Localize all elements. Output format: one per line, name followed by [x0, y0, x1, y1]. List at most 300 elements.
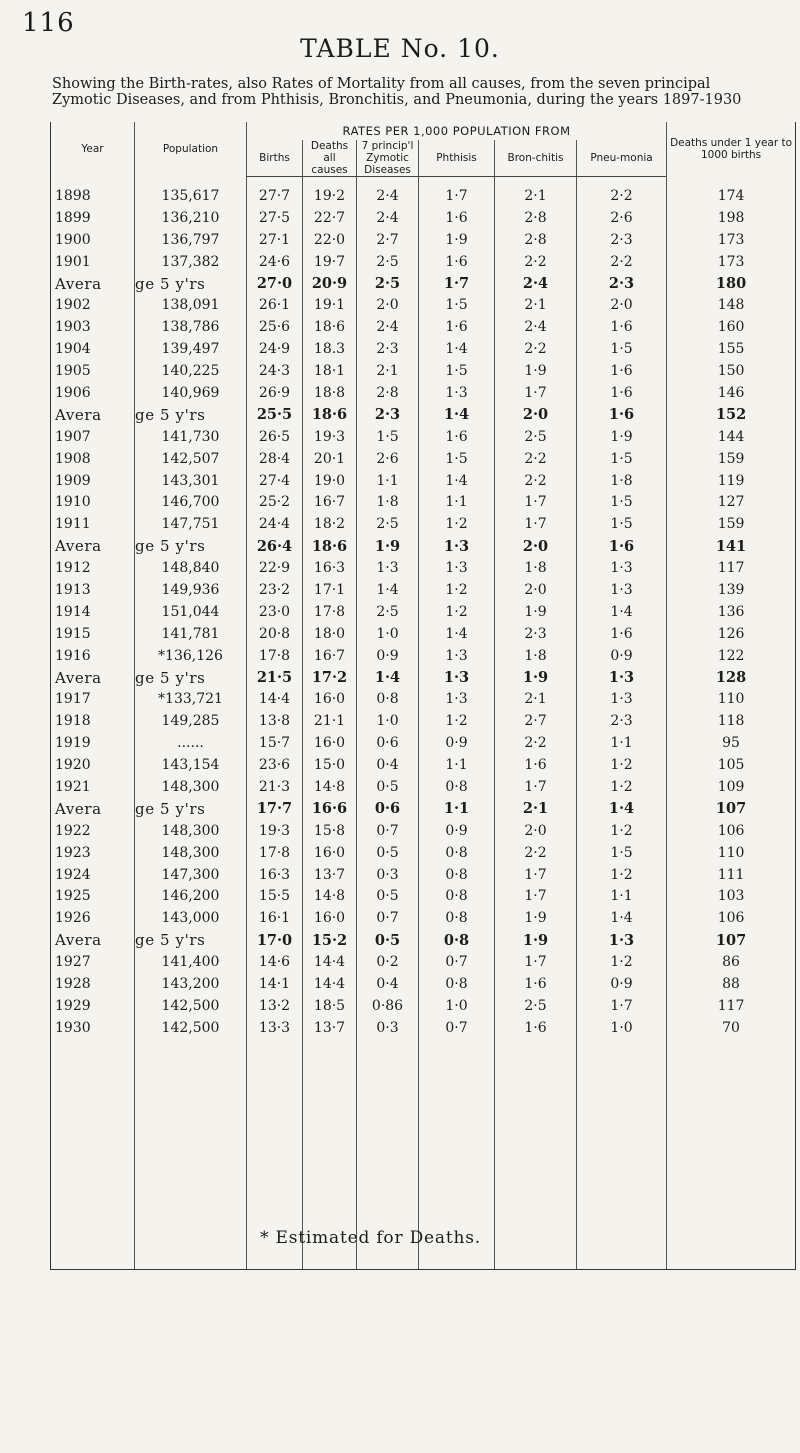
- cell-bronchitis: 1·7: [495, 513, 577, 535]
- cell-population: 146,200: [135, 886, 247, 908]
- cell-deaths: 16·3: [303, 557, 357, 579]
- cell-infant: 110: [667, 688, 796, 710]
- cell-zymotic: 2·4: [357, 177, 419, 207]
- filler-cell: [495, 1039, 577, 1270]
- cell-deaths: 15·8: [303, 820, 357, 842]
- cell-phthisis: 1·5: [419, 360, 495, 382]
- cell-deaths: 14·8: [303, 776, 357, 798]
- cell-phthisis: 0·8: [419, 842, 495, 864]
- cell-year: 1925: [51, 886, 135, 908]
- table-body: [51, 177, 796, 1270]
- cell-births: 13·2: [247, 995, 303, 1017]
- cell-phthisis: 1·3: [419, 688, 495, 710]
- table-row: [51, 229, 796, 251]
- cell-births: 26·4: [247, 535, 303, 557]
- cell-pneumonia: 1·3: [577, 667, 667, 689]
- cell-bronchitis: 1·7: [495, 886, 577, 908]
- cell-population: 141,400: [135, 951, 247, 973]
- cell-year: 1915: [51, 623, 135, 645]
- cell-zymotic: 0·5: [357, 776, 419, 798]
- cell-zymotic: 0·6: [357, 732, 419, 754]
- cell-phthisis: 0·7: [419, 951, 495, 973]
- cell-pneumonia: 1·3: [577, 688, 667, 710]
- cell-pneumonia: 2·3: [577, 710, 667, 732]
- cell-phthisis: 1·1: [419, 754, 495, 776]
- cell-zymotic: 1·4: [357, 667, 419, 689]
- cell-population: 148,300: [135, 820, 247, 842]
- cell-deaths: 20·9: [303, 273, 357, 295]
- rates-table: [50, 122, 796, 1270]
- cell-zymotic: 0·7: [357, 907, 419, 929]
- header-deaths-all: Deaths all causes: [303, 140, 357, 177]
- cell-zymotic: 1·8: [357, 491, 419, 513]
- cell-deaths: 14·4: [303, 951, 357, 973]
- cell-phthisis: 1·6: [419, 251, 495, 273]
- cell-pneumonia: 0·9: [577, 645, 667, 667]
- cell-births: 14·6: [247, 951, 303, 973]
- cell-population: ge 5 y'rs: [135, 273, 247, 295]
- cell-year: 1899: [51, 207, 135, 229]
- cell-bronchitis: 2·4: [495, 273, 577, 295]
- cell-phthisis: 0·8: [419, 907, 495, 929]
- header-zymotic: 7 princip'l Zymotic Diseases: [357, 140, 419, 177]
- cell-phthisis: 0·7: [419, 1017, 495, 1039]
- cell-year: Avera: [51, 798, 135, 820]
- table-row: [51, 688, 796, 710]
- cell-phthisis: 1·4: [419, 470, 495, 492]
- cell-population: 143,000: [135, 907, 247, 929]
- cell-births: 15·7: [247, 732, 303, 754]
- cell-births: 26·9: [247, 382, 303, 404]
- cell-bronchitis: 2·2: [495, 732, 577, 754]
- cell-deaths: 17·8: [303, 601, 357, 623]
- cell-pneumonia: 1·2: [577, 754, 667, 776]
- cell-year: 1927: [51, 951, 135, 973]
- cell-deaths: 20·1: [303, 448, 357, 470]
- cell-pneumonia: 1·5: [577, 338, 667, 360]
- cell-births: 26·5: [247, 426, 303, 448]
- header-bronchitis: Bron-chitis: [495, 140, 577, 177]
- cell-pneumonia: 2·6: [577, 207, 667, 229]
- cell-infant: 70: [667, 1017, 796, 1039]
- rates-table-container: [50, 122, 795, 1270]
- cell-infant: 144: [667, 426, 796, 448]
- cell-infant: 118: [667, 710, 796, 732]
- cell-year: Avera: [51, 667, 135, 689]
- cell-population: 137,382: [135, 251, 247, 273]
- cell-births: 23·0: [247, 601, 303, 623]
- cell-bronchitis: 1·9: [495, 667, 577, 689]
- cell-year: Avera: [51, 535, 135, 557]
- cell-phthisis: 1·7: [419, 273, 495, 295]
- cell-zymotic: 0·3: [357, 1017, 419, 1039]
- cell-pneumonia: 1·3: [577, 579, 667, 601]
- cell-year: 1905: [51, 360, 135, 382]
- cell-births: 14·4: [247, 688, 303, 710]
- cell-year: 1919: [51, 732, 135, 754]
- table-row: [51, 973, 796, 995]
- footnote: * Estimated for Deaths.: [260, 1228, 481, 1248]
- cell-zymotic: 0·8: [357, 688, 419, 710]
- cell-bronchitis: 2·5: [495, 426, 577, 448]
- table-row: [51, 491, 796, 513]
- cell-year: 1914: [51, 601, 135, 623]
- cell-zymotic: 1·0: [357, 623, 419, 645]
- cell-bronchitis: 1·9: [495, 360, 577, 382]
- cell-bronchitis: 2·2: [495, 448, 577, 470]
- cell-population: 139,497: [135, 338, 247, 360]
- table-row: [51, 995, 796, 1017]
- cell-deaths: 17·1: [303, 579, 357, 601]
- cell-zymotic: 0·2: [357, 951, 419, 973]
- cell-zymotic: 2·3: [357, 338, 419, 360]
- average-row: [51, 798, 796, 820]
- cell-pneumonia: 1·6: [577, 316, 667, 338]
- cell-deaths: 17·2: [303, 667, 357, 689]
- cell-infant: 159: [667, 513, 796, 535]
- filler-cell: [135, 1039, 247, 1270]
- cell-year: 1908: [51, 448, 135, 470]
- cell-zymotic: 2·1: [357, 360, 419, 382]
- cell-infant: 105: [667, 754, 796, 776]
- cell-zymotic: 0·9: [357, 645, 419, 667]
- cell-deaths: 15·0: [303, 754, 357, 776]
- cell-births: 27·1: [247, 229, 303, 251]
- cell-population: 151,044: [135, 601, 247, 623]
- cell-pneumonia: 1·4: [577, 601, 667, 623]
- cell-births: 15·5: [247, 886, 303, 908]
- cell-infant: 107: [667, 929, 796, 951]
- cell-births: 13·8: [247, 710, 303, 732]
- cell-phthisis: 1·3: [419, 667, 495, 689]
- average-row: [51, 273, 796, 295]
- cell-zymotic: 2·8: [357, 382, 419, 404]
- cell-population: 142,507: [135, 448, 247, 470]
- cell-births: 17·8: [247, 645, 303, 667]
- cell-phthisis: 0·8: [419, 886, 495, 908]
- cell-zymotic: 0·5: [357, 929, 419, 951]
- cell-phthisis: 1·2: [419, 710, 495, 732]
- cell-phthisis: 1·1: [419, 491, 495, 513]
- cell-phthisis: 1·1: [419, 798, 495, 820]
- cell-year: 1910: [51, 491, 135, 513]
- table-row: [51, 1017, 796, 1039]
- table-row: [51, 732, 796, 754]
- table-row: [51, 294, 796, 316]
- cell-zymotic: 2·7: [357, 229, 419, 251]
- cell-zymotic: 2·0: [357, 294, 419, 316]
- cell-population: 146,700: [135, 491, 247, 513]
- header-year: Year: [51, 122, 135, 177]
- cell-pneumonia: 2·2: [577, 251, 667, 273]
- cell-deaths: 18·2: [303, 513, 357, 535]
- cell-infant: 173: [667, 251, 796, 273]
- average-row: [51, 929, 796, 951]
- cell-phthisis: 1·4: [419, 338, 495, 360]
- cell-phthisis: 1·3: [419, 645, 495, 667]
- cell-births: 13·3: [247, 1017, 303, 1039]
- cell-pneumonia: 2·3: [577, 229, 667, 251]
- cell-infant: 106: [667, 907, 796, 929]
- cell-phthisis: 1·3: [419, 535, 495, 557]
- cell-year: 1928: [51, 973, 135, 995]
- cell-deaths: 22·0: [303, 229, 357, 251]
- cell-bronchitis: 2·2: [495, 251, 577, 273]
- cell-population: ge 5 y'rs: [135, 404, 247, 426]
- cell-bronchitis: 2·3: [495, 623, 577, 645]
- cell-pneumonia: 1·3: [577, 557, 667, 579]
- cell-infant: 122: [667, 645, 796, 667]
- cell-infant: 148: [667, 294, 796, 316]
- table-caption: Showing the Birth-rates, also Rates of Mortality from all causes, from the seven principal Zymotic Diseases, and from Phthisis, Bronchitis, and Pneumonia, during the years 1897-1930: [52, 76, 742, 108]
- cell-pneumonia: 1·5: [577, 842, 667, 864]
- cell-bronchitis: 1·7: [495, 776, 577, 798]
- cell-deaths: 16·6: [303, 798, 357, 820]
- cell-population: 136,210: [135, 207, 247, 229]
- cell-year: 1913: [51, 579, 135, 601]
- average-row: [51, 404, 796, 426]
- cell-population: 140,225: [135, 360, 247, 382]
- cell-year: 1916: [51, 645, 135, 667]
- cell-population: 143,200: [135, 973, 247, 995]
- cell-phthisis: 0·8: [419, 864, 495, 886]
- cell-infant: 117: [667, 557, 796, 579]
- cell-population: 138,091: [135, 294, 247, 316]
- cell-bronchitis: 2·8: [495, 207, 577, 229]
- cell-year: 1921: [51, 776, 135, 798]
- cell-phthisis: 0·8: [419, 776, 495, 798]
- cell-pneumonia: 1·2: [577, 864, 667, 886]
- cell-infant: 174: [667, 177, 796, 207]
- cell-births: 26·1: [247, 294, 303, 316]
- table-row: [51, 177, 796, 207]
- cell-population: 148,840: [135, 557, 247, 579]
- cell-deaths: 19·1: [303, 294, 357, 316]
- cell-zymotic: 0·7: [357, 820, 419, 842]
- cell-population: 142,500: [135, 995, 247, 1017]
- cell-bronchitis: 2·0: [495, 579, 577, 601]
- cell-infant: 150: [667, 360, 796, 382]
- cell-bronchitis: 2·2: [495, 470, 577, 492]
- table-title: TABLE No. 10.: [300, 34, 500, 63]
- cell-year: 1909: [51, 470, 135, 492]
- cell-infant: 127: [667, 491, 796, 513]
- cell-year: 1901: [51, 251, 135, 273]
- cell-zymotic: 2·5: [357, 251, 419, 273]
- cell-infant: 155: [667, 338, 796, 360]
- cell-infant: 160: [667, 316, 796, 338]
- cell-zymotic: 1·1: [357, 470, 419, 492]
- cell-deaths: 19·3: [303, 426, 357, 448]
- cell-births: 17·0: [247, 929, 303, 951]
- cell-population: 148,300: [135, 776, 247, 798]
- cell-deaths: 18·6: [303, 535, 357, 557]
- table-row: [51, 754, 796, 776]
- cell-bronchitis: 1·7: [495, 382, 577, 404]
- cell-pneumonia: 1·5: [577, 491, 667, 513]
- cell-infant: 95: [667, 732, 796, 754]
- table-row: [51, 338, 796, 360]
- cell-deaths: 22·7: [303, 207, 357, 229]
- table-row: [51, 360, 796, 382]
- cell-births: 25·5: [247, 404, 303, 426]
- cell-infant: 119: [667, 470, 796, 492]
- cell-births: 23·6: [247, 754, 303, 776]
- cell-births: 25·6: [247, 316, 303, 338]
- table-row: [51, 710, 796, 732]
- cell-year: 1918: [51, 710, 135, 732]
- cell-pneumonia: 1·2: [577, 951, 667, 973]
- cell-deaths: 16·7: [303, 491, 357, 513]
- cell-bronchitis: 1·7: [495, 491, 577, 513]
- cell-pneumonia: 1·0: [577, 1017, 667, 1039]
- cell-zymotic: 2·5: [357, 601, 419, 623]
- cell-pneumonia: 2·3: [577, 273, 667, 295]
- cell-infant: 111: [667, 864, 796, 886]
- cell-phthisis: 1·2: [419, 601, 495, 623]
- cell-year: 1902: [51, 294, 135, 316]
- cell-pneumonia: 1·5: [577, 448, 667, 470]
- cell-bronchitis: 2·0: [495, 820, 577, 842]
- cell-pneumonia: 0·9: [577, 973, 667, 995]
- cell-pneumonia: 1·6: [577, 404, 667, 426]
- cell-deaths: 13·7: [303, 864, 357, 886]
- cell-population: 143,301: [135, 470, 247, 492]
- cell-deaths: 16·0: [303, 688, 357, 710]
- cell-infant: 146: [667, 382, 796, 404]
- cell-zymotic: 2·4: [357, 207, 419, 229]
- cell-phthisis: 1·6: [419, 207, 495, 229]
- cell-births: 27·0: [247, 273, 303, 295]
- cell-population: 136,797: [135, 229, 247, 251]
- cell-infant: 159: [667, 448, 796, 470]
- cell-infant: 141: [667, 535, 796, 557]
- cell-infant: 139: [667, 579, 796, 601]
- cell-zymotic: 1·4: [357, 579, 419, 601]
- cell-population: ge 5 y'rs: [135, 929, 247, 951]
- table-row: [51, 557, 796, 579]
- cell-phthisis: 0·8: [419, 973, 495, 995]
- cell-bronchitis: 1·6: [495, 754, 577, 776]
- cell-births: 25·2: [247, 491, 303, 513]
- cell-year: 1929: [51, 995, 135, 1017]
- cell-pneumonia: 1·6: [577, 623, 667, 645]
- cell-phthisis: 0·9: [419, 820, 495, 842]
- cell-year: 1923: [51, 842, 135, 864]
- cell-deaths: 16·0: [303, 732, 357, 754]
- cell-infant: 86: [667, 951, 796, 973]
- cell-zymotic: 0·5: [357, 842, 419, 864]
- cell-year: 1911: [51, 513, 135, 535]
- cell-phthisis: 1·3: [419, 557, 495, 579]
- cell-phthisis: 1·6: [419, 316, 495, 338]
- cell-deaths: 14·4: [303, 973, 357, 995]
- cell-bronchitis: 2·1: [495, 798, 577, 820]
- cell-deaths: 19·7: [303, 251, 357, 273]
- table-row: [51, 886, 796, 908]
- cell-bronchitis: 2·1: [495, 688, 577, 710]
- cell-population: ge 5 y'rs: [135, 798, 247, 820]
- cell-year: 1906: [51, 382, 135, 404]
- cell-deaths: 18.3: [303, 338, 357, 360]
- cell-deaths: 16·0: [303, 842, 357, 864]
- cell-births: 23·2: [247, 579, 303, 601]
- cell-births: 21·3: [247, 776, 303, 798]
- cell-zymotic: 2·6: [357, 448, 419, 470]
- cell-pneumonia: 1·4: [577, 907, 667, 929]
- cell-deaths: 18·0: [303, 623, 357, 645]
- cell-infant: 106: [667, 820, 796, 842]
- table-row: [51, 907, 796, 929]
- cell-year: 1904: [51, 338, 135, 360]
- cell-year: Avera: [51, 404, 135, 426]
- cell-pneumonia: 1·1: [577, 886, 667, 908]
- cell-births: 21·5: [247, 667, 303, 689]
- cell-population: 135,617: [135, 177, 247, 207]
- cell-phthisis: 1·5: [419, 294, 495, 316]
- cell-births: 16·3: [247, 864, 303, 886]
- cell-population: ge 5 y'rs: [135, 667, 247, 689]
- cell-deaths: 18·1: [303, 360, 357, 382]
- cell-infant: 152: [667, 404, 796, 426]
- cell-year: 1898: [51, 177, 135, 207]
- cell-population: ......: [135, 732, 247, 754]
- table-row: [51, 645, 796, 667]
- cell-population: 141,730: [135, 426, 247, 448]
- cell-pneumonia: 1·7: [577, 995, 667, 1017]
- cell-year: 1922: [51, 820, 135, 842]
- table-row: [51, 579, 796, 601]
- cell-zymotic: 2·5: [357, 513, 419, 535]
- cell-infant: 103: [667, 886, 796, 908]
- table-row: [51, 251, 796, 273]
- cell-bronchitis: 2·7: [495, 710, 577, 732]
- cell-bronchitis: 2·2: [495, 842, 577, 864]
- cell-pneumonia: 1·9: [577, 426, 667, 448]
- cell-bronchitis: 2·0: [495, 404, 577, 426]
- cell-pneumonia: 1·4: [577, 798, 667, 820]
- table-row: [51, 513, 796, 535]
- cell-phthisis: 1·2: [419, 513, 495, 535]
- table-row: [51, 951, 796, 973]
- cell-births: 27·5: [247, 207, 303, 229]
- header-rates-group: RATES PER 1,000 POPULATION FROM: [247, 122, 667, 140]
- cell-phthisis: 1·4: [419, 623, 495, 645]
- cell-pneumonia: 1·8: [577, 470, 667, 492]
- cell-deaths: 19·0: [303, 470, 357, 492]
- cell-phthisis: 1·9: [419, 229, 495, 251]
- cell-infant: 126: [667, 623, 796, 645]
- cell-births: 24·4: [247, 513, 303, 535]
- cell-deaths: 18·6: [303, 404, 357, 426]
- cell-bronchitis: 1·9: [495, 907, 577, 929]
- cell-pneumonia: 1·1: [577, 732, 667, 754]
- cell-zymotic: 1·9: [357, 535, 419, 557]
- cell-deaths: 18·8: [303, 382, 357, 404]
- cell-births: 28·4: [247, 448, 303, 470]
- cell-phthisis: 1·5: [419, 448, 495, 470]
- average-row: [51, 535, 796, 557]
- cell-zymotic: 0·4: [357, 973, 419, 995]
- table-row: [51, 426, 796, 448]
- cell-bronchitis: 1·9: [495, 929, 577, 951]
- table-row: [51, 470, 796, 492]
- cell-phthisis: 1·2: [419, 579, 495, 601]
- average-row: [51, 667, 796, 689]
- cell-infant: 136: [667, 601, 796, 623]
- cell-zymotic: 0·86: [357, 995, 419, 1017]
- cell-births: 20·8: [247, 623, 303, 645]
